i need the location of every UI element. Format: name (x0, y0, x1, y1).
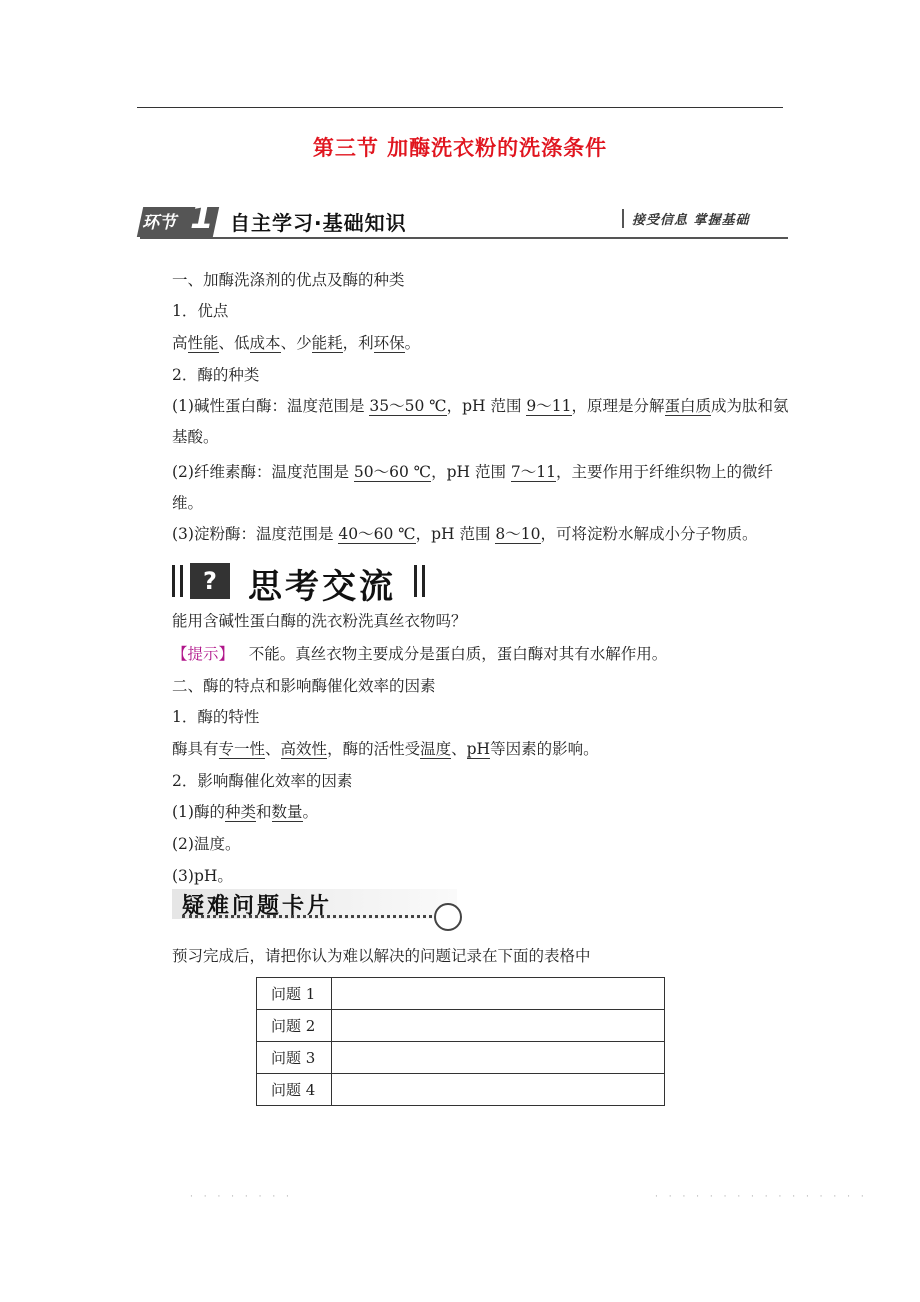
answer-cell[interactable] (332, 1042, 665, 1074)
bar (422, 565, 425, 597)
footer-mark-right: · · · · · · · · · · · · · · · · (655, 1192, 868, 1202)
answer-cell[interactable] (332, 1074, 665, 1106)
blank-answer: 8～10 (495, 525, 541, 543)
subheading-advantages: 1．优点 (172, 302, 229, 320)
table-row (257, 978, 665, 1010)
footer-mark-left: · · · · · · · · (190, 1192, 293, 1202)
blank-answer: 数量 (271, 803, 303, 821)
blank-answer: 环保 (373, 334, 405, 352)
answer-cell[interactable] (332, 1010, 665, 1042)
section-tag: 环节 (142, 213, 176, 233)
section-subtitle: 接受信息 掌握基础 (622, 209, 750, 228)
blank-answer: 50～60 ℃ (353, 463, 432, 481)
section-title: 自主学习·基础知识 (230, 211, 407, 235)
question-table (256, 977, 665, 1106)
enzyme-cellulase: (2)纤维素酶：温度范围是 50～60 ℃，pH 范围 7～11，主要作用于纤维织物上的微纤维。 (172, 463, 774, 512)
section-number: 1 (190, 197, 214, 237)
card-intro: 预习完成后，请把你认为难以解决的问题记录在下面的表格中 (172, 947, 591, 965)
circle-icon (434, 903, 462, 931)
hint-label: 【提示】 (172, 645, 235, 663)
factor-3: (3)pH。 (172, 867, 233, 885)
page-title: 第三节 加酶洗衣粉的洗涤条件 (312, 136, 608, 160)
blank-answer: pH (466, 740, 491, 758)
think-question: 能用含碱性蛋白酶的洗衣粉洗真丝衣物吗？ (172, 612, 467, 630)
answer-cell[interactable] (332, 978, 665, 1010)
blank-answer: 9～11 (526, 397, 572, 415)
bar (172, 565, 175, 597)
factor-2: (2)温度。 (172, 835, 241, 853)
row-label: 问题 1 (257, 978, 332, 1010)
factor-1: (1)酶的种类和数量。 (172, 803, 319, 821)
think-banner (170, 561, 440, 607)
row-label: 问题 3 (257, 1042, 332, 1074)
blank-answer: 高效性 (280, 740, 328, 758)
table-row (257, 1074, 665, 1106)
blank-answer: 温度 (420, 740, 452, 758)
blank-answer: 种类 (224, 803, 256, 821)
table-row (257, 1010, 665, 1042)
blank-answer: 40～60 ℃ (338, 525, 416, 543)
features-text: 酶具有专一性、高效性，酶的活性受温度、pH等因素的影响。 (172, 740, 599, 758)
blank-answer: 性能 (187, 334, 219, 352)
advantages-text: 高性能、低成本、少能耗，利环保。 (172, 334, 421, 352)
subheading-enzyme-types: 2．酶的种类 (172, 366, 260, 384)
blank-answer: 7～11 (510, 463, 556, 481)
section-rule (140, 237, 788, 239)
row-label: 问题 4 (257, 1074, 332, 1106)
subheading-factors: 2．影响酶催化效率的因素 (172, 772, 353, 790)
section-banner (140, 197, 788, 239)
blank-answer: 专一性 (218, 740, 266, 758)
heading-2: 二、酶的特点和影响酶催化效率的因素 (172, 677, 436, 695)
top-rule (137, 107, 783, 108)
think-title: 思考交流 (248, 567, 396, 607)
blank-answer: 蛋白质 (664, 397, 712, 415)
bar (414, 565, 417, 597)
question-mark-icon: ? (190, 563, 230, 599)
hint-line: 【提示】 不能。真丝衣物主要成分是蛋白质，蛋白酶对其有水解作用。 (172, 645, 668, 663)
blank-answer: 35～50 ℃ (369, 397, 447, 415)
blank-answer: 成本 (249, 334, 281, 352)
problem-card-banner (172, 885, 472, 935)
card-title: 疑难问题卡片 (182, 894, 333, 919)
subheading-features: 1．酶的特性 (172, 708, 260, 726)
dotted-line (182, 915, 432, 918)
bar (180, 565, 183, 597)
enzyme-amylase: (3)淀粉酶：温度范围是 40～60 ℃，pH 范围 8～10，可将淀粉水解成小分子物质。 (172, 525, 758, 543)
blank-answer: 能耗 (311, 334, 343, 352)
row-label: 问题 2 (257, 1010, 332, 1042)
table-row (257, 1042, 665, 1074)
enzyme-protease: (1)碱性蛋白酶：温度范围是 35～50 ℃，pH 范围 9～11，原理是分解蛋白质成为肽和氨基酸。 (172, 397, 789, 446)
heading-1: 一、加酶洗涤剂的优点及酶的种类 (172, 271, 405, 289)
